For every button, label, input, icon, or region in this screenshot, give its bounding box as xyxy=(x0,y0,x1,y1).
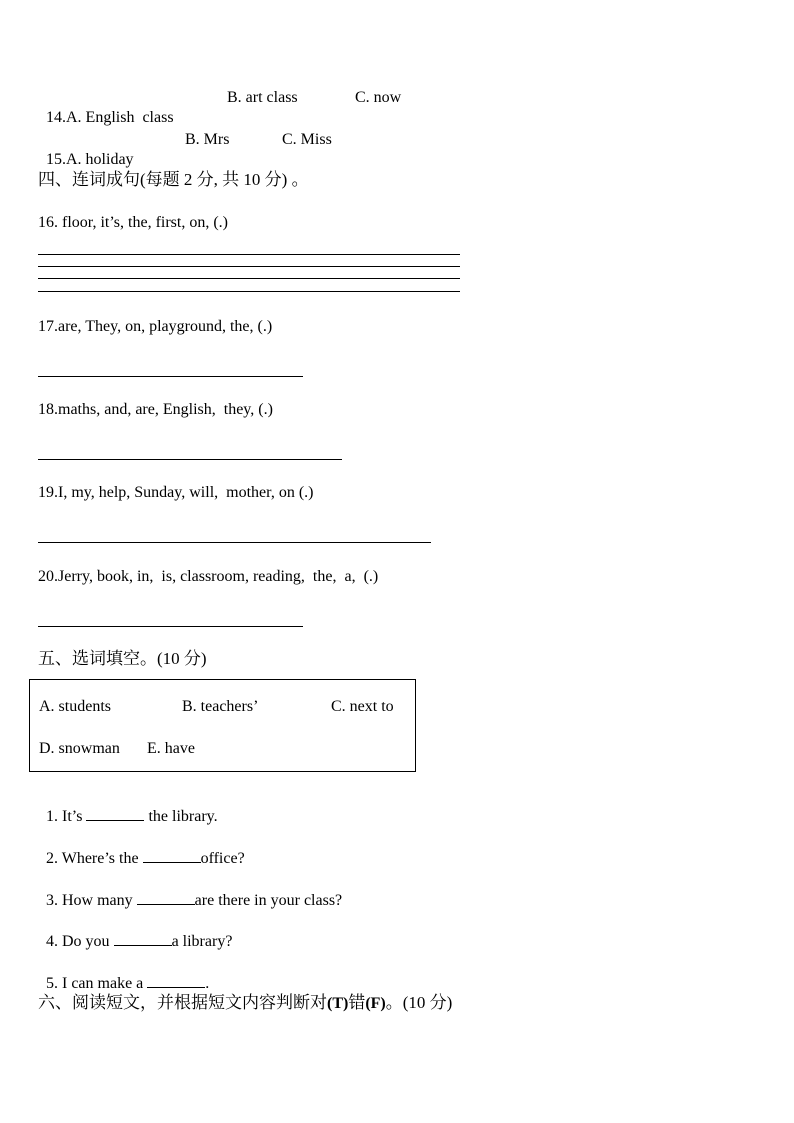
question-18: 18.maths, and, are, English, they, (.) xyxy=(38,401,273,418)
blank[interactable] xyxy=(147,973,205,988)
option-c: C. Miss xyxy=(282,131,332,148)
option-b: B. art class xyxy=(227,89,298,106)
word-option-a: A. students xyxy=(39,698,111,715)
item-text: . xyxy=(205,975,210,992)
answer-line xyxy=(38,542,431,543)
item-text: 5. I can make a xyxy=(46,975,148,992)
blank[interactable] xyxy=(143,848,201,863)
word-option-b: B. teachers’ xyxy=(182,698,259,715)
blank[interactable] xyxy=(114,931,172,946)
word-option-c: C. next to xyxy=(331,698,394,715)
blank[interactable] xyxy=(137,890,195,905)
title-text: (F) xyxy=(365,995,386,1012)
fill-item-1 xyxy=(38,786,218,827)
option-a: A. holiday xyxy=(66,151,134,168)
question-number: 15. xyxy=(46,151,66,168)
fill-item-4 xyxy=(38,911,232,952)
answer-line xyxy=(38,266,460,267)
answer-line xyxy=(38,278,460,279)
fill-item-5 xyxy=(38,953,209,994)
answer-line xyxy=(38,291,460,292)
question-16: 16. floor, it’s, the, first, on, (.) xyxy=(38,214,228,231)
question-17: 17.are, They, on, playground, the, (.) xyxy=(38,318,273,335)
item-text: 2. Where’s the xyxy=(46,850,143,867)
item-text: the library. xyxy=(144,808,218,825)
title-text: 错 xyxy=(348,993,366,1012)
section-6-title xyxy=(38,993,452,1014)
item-text: 3. How many xyxy=(46,892,137,909)
item-text: are there in your class? xyxy=(194,892,343,909)
word-option-e: E. have xyxy=(147,740,195,757)
question-14 xyxy=(38,88,174,128)
title-text: (T) xyxy=(327,995,349,1012)
answer-line xyxy=(38,626,303,627)
option-b: B. Mrs xyxy=(185,131,230,148)
title-text: 六、阅读短文，并根据短文内容判断对 xyxy=(38,993,327,1012)
question-19: 19.I, my, help, Sunday, will, mother, on (.) xyxy=(38,484,314,501)
section-5-title: 五、选词填空。(10 分) xyxy=(38,649,207,668)
answer-line xyxy=(38,254,460,255)
item-text: 1. It’s xyxy=(46,808,87,825)
answer-line xyxy=(38,376,303,377)
item-text: office? xyxy=(200,850,245,867)
word-option-d: D. snowman xyxy=(39,740,120,757)
fill-item-2 xyxy=(38,828,245,869)
item-text: a library? xyxy=(171,933,233,950)
answer-line xyxy=(38,459,342,460)
fill-item-3 xyxy=(38,870,342,911)
question-15 xyxy=(38,130,134,170)
question-20: 20.Jerry, book, in, is, classroom, reading, the, a, (.) xyxy=(38,568,379,585)
section-4-title: 四、连词成句(每题 2 分, 共 10 分) 。 xyxy=(38,170,309,189)
item-text: 4. Do you xyxy=(46,933,114,950)
option-c: C. now xyxy=(355,89,402,106)
title-text: 。(10 分) xyxy=(385,993,453,1012)
question-number: 14. xyxy=(46,109,66,126)
blank[interactable] xyxy=(86,806,144,821)
option-a: A. English class xyxy=(66,109,174,126)
